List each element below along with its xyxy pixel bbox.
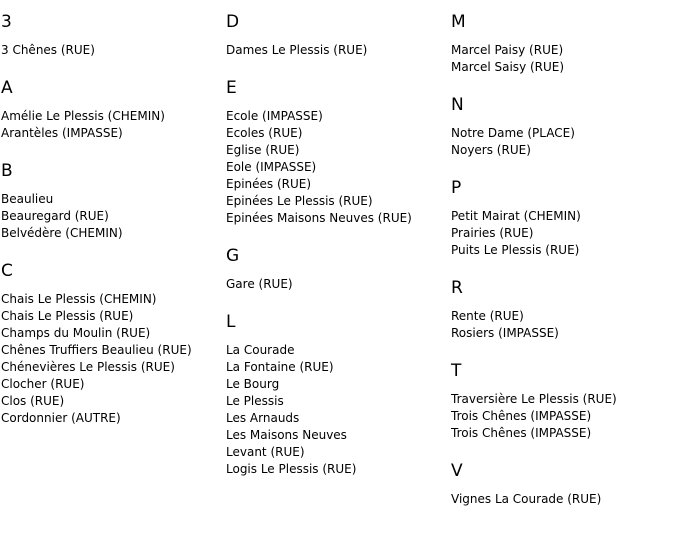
street-list [1,291,221,427]
street-list [226,342,446,478]
section-letter: V [451,461,463,481]
section-letter: D [226,12,240,32]
street-list [226,108,446,227]
street-item[interactable]: Le Bourg [226,377,280,391]
street-item[interactable]: Cordonnier (AUTRE) [1,411,121,425]
letter-group [226,244,446,293]
street-item[interactable]: Petit Mairat (CHEMIN) [451,209,581,223]
letter-group [451,359,671,442]
street-list [451,391,671,442]
section-letter: N [451,95,464,115]
street-list [226,276,446,293]
section-letter: P [451,178,462,198]
section-letter: 3 [1,12,12,32]
street-item[interactable]: Champs du Moulin (RUE) [1,326,151,340]
street-item[interactable]: Clos (RUE) [1,394,65,408]
section-letter: M [451,12,466,32]
street-item[interactable]: Prairies (RUE) [451,226,534,240]
street-item[interactable]: Epinées (RUE) [226,177,312,191]
street-item[interactable]: Eole (IMPASSE) [226,160,317,174]
index-column [226,10,446,495]
section-letter: R [451,278,463,298]
street-item[interactable]: Beaulieu [1,192,54,206]
section-letter: B [1,161,13,181]
letter-group [226,10,446,59]
section-letter: T [451,361,462,381]
letter-group [451,176,671,259]
letter-group [1,76,221,142]
street-list [451,208,671,259]
street-item[interactable]: Ecoles (RUE) [226,126,303,140]
street-item[interactable]: Clocher (RUE) [1,377,85,391]
letter-group [1,159,221,242]
street-list [451,125,671,159]
street-item[interactable]: Arantèles (IMPASSE) [1,126,123,140]
street-item[interactable]: Chais Le Plessis (RUE) [1,309,134,323]
street-item[interactable]: Marcel Saisy (RUE) [451,60,565,74]
street-item[interactable]: La Courade [226,343,295,357]
letter-group [1,259,221,427]
section-letter: L [226,312,236,332]
street-list [451,308,671,342]
street-item[interactable]: Vignes La Courade (RUE) [451,492,602,506]
street-list [1,42,221,59]
street-item[interactable]: Rente (RUE) [451,309,524,323]
street-item[interactable]: Dames Le Plessis (RUE) [226,43,368,57]
street-list [451,491,671,508]
street-item[interactable]: Chênes Truffiers Beaulieu (RUE) [1,343,192,357]
letter-group [451,459,671,508]
street-item[interactable]: Noyers (RUE) [451,143,531,157]
section-letter: A [1,78,13,98]
letter-group [451,276,671,342]
street-item[interactable]: Epinées Le Plessis (RUE) [226,194,373,208]
street-item[interactable]: Trois Chênes (IMPASSE) [451,409,592,423]
street-list [1,108,221,142]
street-list [226,42,446,59]
street-item[interactable]: Amélie Le Plessis (CHEMIN) [1,109,165,123]
street-item[interactable]: Les Maisons Neuves [226,428,347,442]
street-item[interactable]: Puits Le Plessis (RUE) [451,243,580,257]
street-item[interactable]: Chénevières Le Plessis (RUE) [1,360,175,374]
street-item[interactable]: Logis Le Plessis (RUE) [226,462,357,476]
street-item[interactable]: Belvédère (CHEMIN) [1,226,123,240]
street-item[interactable]: Epinées Maisons Neuves (RUE) [226,211,412,225]
street-item[interactable]: Marcel Paisy (RUE) [451,43,564,57]
street-item[interactable]: Le Plessis [226,394,284,408]
index-column [1,10,221,444]
street-item[interactable]: Eglise (RUE) [226,143,300,157]
street-item[interactable]: Beauregard (RUE) [1,209,109,223]
letter-group [226,310,446,478]
street-item[interactable]: La Fontaine (RUE) [226,360,334,374]
index-column [451,10,671,525]
street-item[interactable]: Chais Le Plessis (CHEMIN) [1,292,157,306]
street-list [451,42,671,76]
street-item[interactable]: Traversière Le Plessis (RUE) [451,392,617,406]
section-letter: C [1,261,13,281]
street-list [1,191,221,242]
section-letter: E [226,78,237,98]
street-item[interactable]: Trois Chênes (IMPASSE) [451,426,592,440]
street-item[interactable]: Ecole (IMPASSE) [226,109,323,123]
letter-group [226,76,446,227]
letter-group [451,10,671,76]
street-item[interactable]: Rosiers (IMPASSE) [451,326,559,340]
section-letter: G [226,246,240,266]
street-item[interactable]: 3 Chênes (RUE) [1,43,95,57]
street-item[interactable]: Notre Dame (PLACE) [451,126,575,140]
street-item[interactable]: Les Arnauds [226,411,300,425]
letter-group [1,10,221,59]
letter-group [451,93,671,159]
street-item[interactable]: Levant (RUE) [226,445,305,459]
street-item[interactable]: Gare (RUE) [226,277,293,291]
